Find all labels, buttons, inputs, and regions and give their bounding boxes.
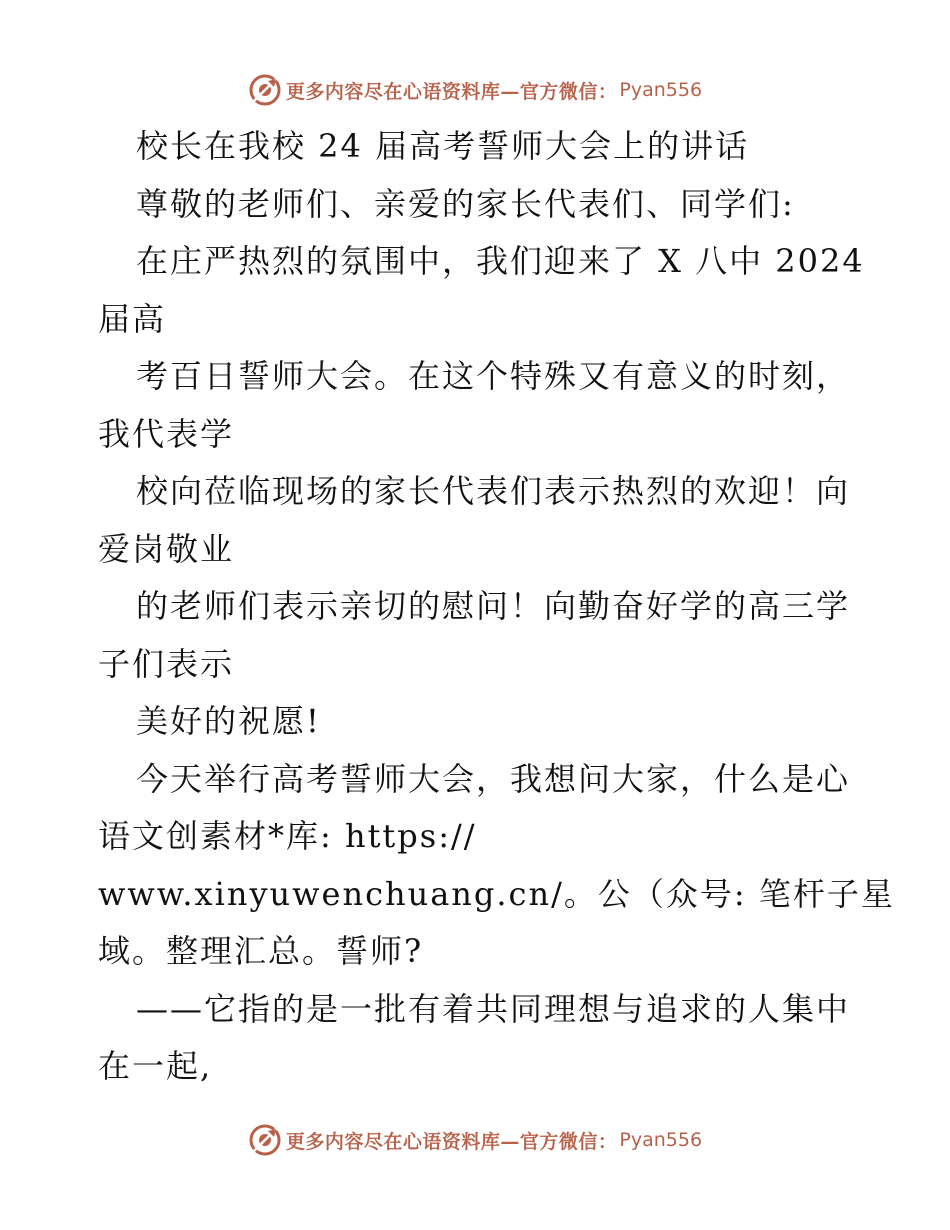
paragraph-line: ——它指的是一批有着共同理想与追求的人集中 <box>136 989 851 1028</box>
header-brand-text: 更多内容尽在心语资料库—官方微信： <box>285 80 618 103</box>
document-title: 校长在我校 24 届高考誓师大会上的讲话 <box>136 127 750 165</box>
footer-brand-text: 更多内容尽在心语资料库—官方微信： <box>285 1130 618 1153</box>
paragraph-line: 语文创素材*库: https:// <box>98 817 477 855</box>
paragraph-line: 的老师们表示亲切的慰问！向勤奋好学的高三学 <box>136 587 851 625</box>
brand-logo-icon <box>248 73 282 107</box>
salutation: 尊敬的老师们、亲爱的家长代表们、同学们: <box>136 184 795 223</box>
paragraph-line: 届高 <box>98 299 167 338</box>
footer-banner <box>0 1122 950 1158</box>
header-wechat-id: Pyan556 <box>619 79 703 101</box>
paragraph-line: 美好的祝愿! <box>136 702 321 740</box>
paragraph-line: 在一起, <box>98 1047 213 1085</box>
paragraph-line: 子们表示 <box>98 644 235 683</box>
paragraph-line: 校向莅临现场的家长代表们表示热烈的欢迎！向 <box>136 472 851 510</box>
paragraph-line: 爱岗敬业 <box>98 529 235 568</box>
paragraph-line: 我代表学 <box>98 414 235 453</box>
paragraph-line: www.xinyuwenchuang.cn/。公（众号: 笔杆子星 <box>98 874 895 913</box>
header-banner <box>0 72 950 108</box>
footer-wechat-id: Pyan556 <box>619 1129 703 1151</box>
paragraph-line: 今天举行高考誓师大会，我想问大家，什么是心 <box>136 759 851 798</box>
document-body <box>98 118 895 1096</box>
brand-logo-icon <box>248 1123 282 1157</box>
paragraph-line: 域。整理汇总。誓师? <box>98 932 424 970</box>
paragraph-line: 考百日誓师大会。在这个特殊又有意义的时刻， <box>136 357 851 395</box>
paragraph-line: 在庄严热烈的氛围中，我们迎来了 X 八中 2024 <box>136 242 865 280</box>
